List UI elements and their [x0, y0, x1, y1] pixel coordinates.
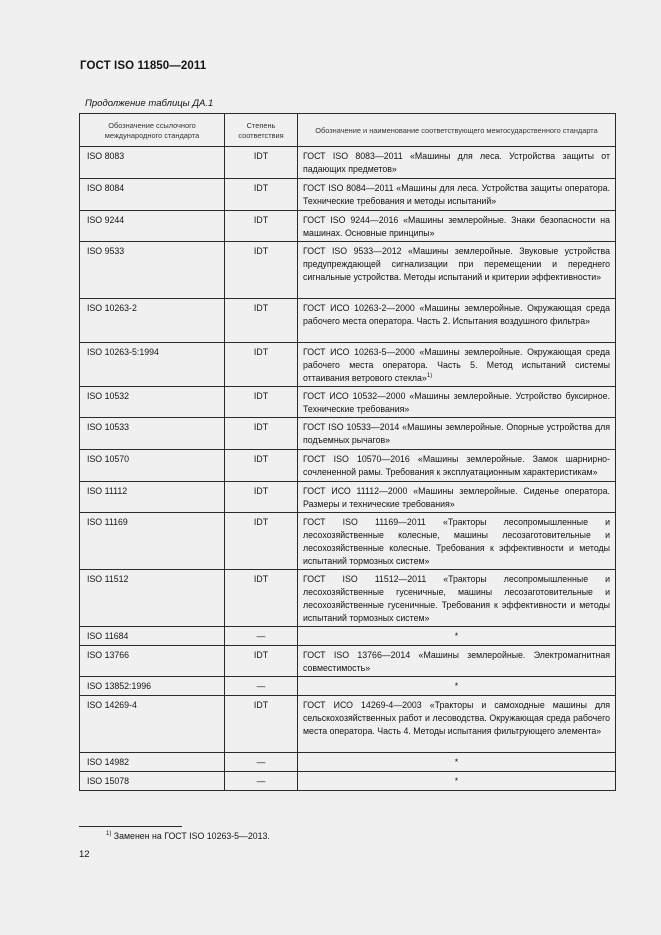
document-title: ГОСТ ISO 11850—2011	[80, 60, 207, 72]
cell-reference-standard: ISO 10533	[80, 418, 225, 450]
footnote-divider	[79, 826, 182, 827]
standard-text: *	[454, 631, 459, 641]
standard-text: *	[454, 681, 459, 691]
cell-reference-standard: ISO 10263-2	[80, 299, 225, 343]
standard-text: ГОСТ ISO 11512—2011 «Тракторы лесопромышленные и лесохозяйственные гусеничные, машины лесозаготовительные и лесохозяйственные гусеничные. Требования к эффективности и методы испытаний тормозных систем»	[303, 574, 610, 623]
standard-text: *	[454, 776, 459, 786]
cell-degree: —	[225, 772, 298, 791]
cell-degree: IDT	[225, 696, 298, 753]
cell-reference-standard: ISO 8084	[80, 179, 225, 211]
table-row	[80, 450, 616, 482]
cell-reference-standard: ISO 8083	[80, 147, 225, 179]
cell-interstate-standard	[298, 772, 616, 791]
column-header-reference: Обозначение ссылочного международного стандарта	[80, 114, 225, 147]
standard-text: ГОСТ ИСО 10532—2000 «Машины землеройные. Устройство буксирное. Технические требования»	[303, 391, 610, 414]
cell-interstate-standard	[298, 147, 616, 179]
table-row	[80, 646, 616, 677]
table-row	[80, 753, 616, 772]
standard-text: ГОСТ ИСО 11112—2000 «Машины землеройные. Сиденье оператора. Размеры и технические требования»	[303, 486, 610, 509]
cell-interstate-standard	[298, 211, 616, 242]
standard-text: ГОСТ ISO 10533—2014 «Машины землеройные. Опорные устройства для подъемных рычагов»	[303, 422, 610, 445]
cell-reference-standard: ISO 13852:1996	[80, 677, 225, 696]
cell-degree: IDT	[225, 242, 298, 299]
cell-reference-standard: ISO 14269-4	[80, 696, 225, 753]
cell-interstate-standard	[298, 513, 616, 570]
table-row	[80, 242, 616, 299]
cell-reference-standard: ISO 10570	[80, 450, 225, 482]
standard-text: ГОСТ ISO 9533—2012 «Машины землеройные. Звуковые устройства предупреждающей сигнализации при перемещении и переднего сигнальные устройства. Методы испытаний и критерии эффективности»	[303, 246, 610, 282]
table-row	[80, 387, 616, 418]
cell-interstate-standard	[298, 343, 616, 387]
table-body	[80, 147, 616, 791]
cell-reference-standard: ISO 11684	[80, 627, 225, 646]
table-row	[80, 147, 616, 179]
standard-text: ГОСТ ISO 8083—2011 «Машины для леса. Устройства защиты от падающих предметов»	[303, 151, 610, 174]
table-row	[80, 627, 616, 646]
cell-reference-standard: ISO 14982	[80, 753, 225, 772]
cell-degree: IDT	[225, 343, 298, 387]
standards-table	[79, 113, 616, 791]
cell-degree: IDT	[225, 179, 298, 211]
table-row	[80, 343, 616, 387]
cell-interstate-standard	[298, 299, 616, 343]
cell-degree: —	[225, 627, 298, 646]
cell-interstate-standard	[298, 450, 616, 482]
footnote	[106, 830, 270, 842]
table-row	[80, 299, 616, 343]
cell-interstate-standard	[298, 627, 616, 646]
cell-degree: IDT	[225, 387, 298, 418]
table-caption: Продолжение таблицы ДА.1	[85, 98, 214, 109]
cell-reference-standard: ISO 9244	[80, 211, 225, 242]
cell-reference-standard: ISO 15078	[80, 772, 225, 791]
cell-reference-standard: ISO 9533	[80, 242, 225, 299]
cell-interstate-standard	[298, 418, 616, 450]
table-header-row	[80, 114, 616, 147]
cell-interstate-standard	[298, 646, 616, 677]
page-number: 12	[79, 849, 90, 860]
cell-interstate-standard	[298, 242, 616, 299]
standard-text: ГОСТ ISO 9244—2016 «Машины землеройные. Знаки безопасности на машинах. Основные принципы»	[303, 215, 610, 238]
cell-reference-standard: ISO 11169	[80, 513, 225, 570]
standard-text: ГОСТ ISO 13766—2014 «Машины землеройные. Электромагнитная совместимость»	[303, 650, 610, 673]
cell-degree: IDT	[225, 299, 298, 343]
table-row	[80, 570, 616, 627]
footnote-text: Заменен на ГОСТ ISO 10263-5—2013.	[113, 831, 270, 841]
standard-text: ГОСТ ISO 8084—2011 «Машины для леса. Устройства защиты оператора. Технические требования и методы испытаний»	[303, 183, 610, 206]
cell-reference-standard: ISO 10263-5:1994	[80, 343, 225, 387]
cell-degree: IDT	[225, 513, 298, 570]
cell-reference-standard: ISO 10532	[80, 387, 225, 418]
cell-degree: IDT	[225, 147, 298, 179]
cell-degree: IDT	[225, 418, 298, 450]
table-row	[80, 677, 616, 696]
cell-reference-standard: ISO 13766	[80, 646, 225, 677]
standard-text: *	[454, 757, 459, 767]
table-row	[80, 513, 616, 570]
table-row	[80, 211, 616, 242]
table-row	[80, 696, 616, 753]
table-row	[80, 772, 616, 791]
cell-degree: IDT	[225, 646, 298, 677]
standard-text: ГОСТ ИСО 14269-4—2003 «Тракторы и самоходные машины для сельскохозяйственных работ и лесоводства. Окружающая среда рабочего места оператора. Часть 4. Методы испытания фильтрующего элемента»	[303, 700, 610, 736]
table-row	[80, 482, 616, 513]
cell-interstate-standard	[298, 387, 616, 418]
cell-degree: IDT	[225, 450, 298, 482]
cell-degree: —	[225, 677, 298, 696]
cell-degree: IDT	[225, 570, 298, 627]
cell-reference-standard: ISO 11512	[80, 570, 225, 627]
table-row	[80, 179, 616, 211]
standard-text: ГОСТ ИСО 10263-5—2000 «Машины землеройные. Окружающая среда рабочего места оператора. Часть 5. Метод испытаний системы оттаивания ветрового стекла»	[303, 347, 610, 383]
cell-degree: IDT	[225, 211, 298, 242]
footnote-reference: 1)	[426, 372, 433, 379]
footnote-marker: 1)	[106, 831, 112, 837]
standard-text: ГОСТ ИСО 10263-2—2000 «Машины землеройные. Окружающая среда рабочего места оператора. Часть 2. Испытания воздушного фильтра»	[303, 303, 610, 326]
column-header-standard: Обозначение и наименование соответствующего межгосударственного стандарта	[298, 114, 616, 147]
cell-interstate-standard	[298, 179, 616, 211]
column-header-degree: Степень соответствия	[225, 114, 298, 147]
cell-degree: IDT	[225, 482, 298, 513]
cell-interstate-standard	[298, 696, 616, 753]
cell-degree: —	[225, 753, 298, 772]
cell-interstate-standard	[298, 677, 616, 696]
standard-text: ГОСТ ISO 10570—2016 «Машины землеройные. Замок шарнирно-сочлененной рамы. Требования к эксплуатационным характеристикам»	[303, 454, 610, 477]
table-row	[80, 418, 616, 450]
cell-interstate-standard	[298, 482, 616, 513]
cell-interstate-standard	[298, 753, 616, 772]
cell-reference-standard: ISO 11112	[80, 482, 225, 513]
standard-text: ГОСТ ISO 11169—2011 «Тракторы лесопромышленные и лесохозяйственные колесные, машины лесозаготовительные и лесохозяйственные колесные. Требования к эффективности и методы испытаний тормозных систем»	[303, 517, 610, 566]
cell-interstate-standard	[298, 570, 616, 627]
